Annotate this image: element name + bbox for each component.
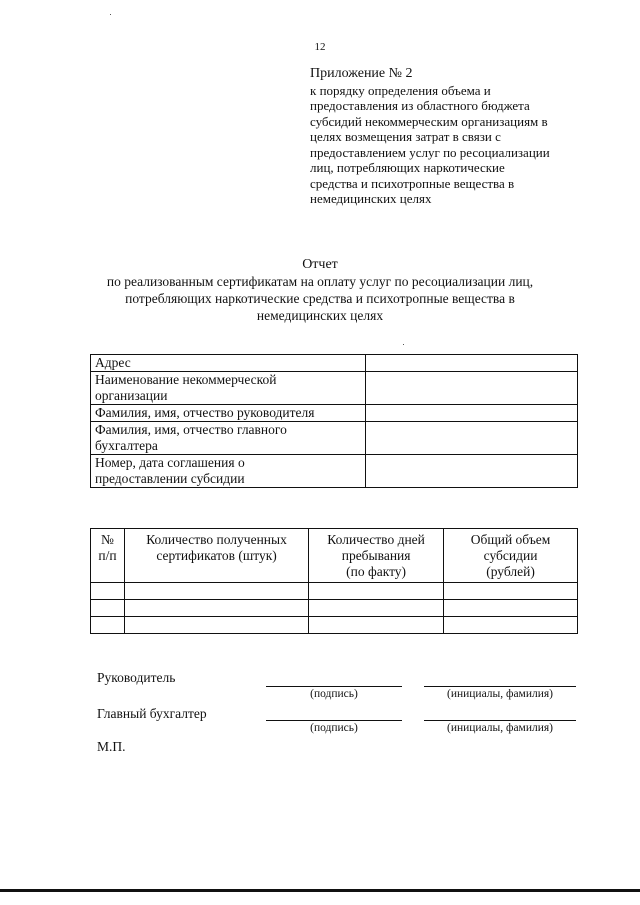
- scan-speck: [110, 14, 111, 15]
- label-line: бухгалтера: [95, 438, 158, 453]
- label-line: Адрес: [95, 355, 131, 370]
- label-line: Фамилия, имя, отчество главного: [95, 422, 287, 437]
- report-subtitle-line: по реализованным сертификатам на оплату услуг по ресоциализации лиц,: [106, 274, 534, 289]
- header-line: Общий объем: [470, 532, 551, 547]
- scan-bottom-edge: [0, 889, 640, 892]
- header-line: (рублей): [486, 564, 535, 579]
- head-signature-label: Руководитель: [97, 670, 176, 685]
- head-name-line[interactable]: [424, 686, 576, 687]
- report-subtitle-line: немедицинских целях: [256, 308, 384, 323]
- stamp-label: М.П.: [97, 739, 126, 754]
- page-number: 12: [314, 41, 326, 53]
- header-line: Количество полученных: [146, 532, 287, 547]
- scan-speck: [403, 344, 404, 345]
- appendix-line: субсидий некоммерческим организациям в: [310, 113, 548, 129]
- label-line: предоставлении субсидии: [95, 471, 245, 486]
- report-subtitle-line: потребляющих наркотические средства и психотропные вещества в: [125, 291, 515, 306]
- label-line: Номер, дата соглашения о: [95, 455, 245, 470]
- label-line: Наименование некоммерческой: [95, 372, 277, 387]
- header-line: п/п: [98, 548, 117, 563]
- accountant-signature-label: Главный бухгалтер: [97, 706, 207, 721]
- appendix-line: немедицинских целях: [310, 191, 432, 206]
- head-signature-line[interactable]: [266, 686, 402, 687]
- appendix-line: целях возмещения затрат в связи с: [310, 129, 501, 144]
- report-title: Отчет: [302, 257, 338, 272]
- header-line: (по факту): [346, 564, 407, 579]
- accountant-name-line[interactable]: [424, 720, 576, 721]
- accountant-signature-line[interactable]: [266, 720, 402, 721]
- appendix-line: предоставления из областного бюджета: [310, 98, 530, 113]
- appendix-line: предоставлением услуг по ресоциализации: [310, 144, 550, 160]
- signature-caption: (подпись): [310, 722, 358, 734]
- name-caption: (инициалы, фамилия): [446, 722, 554, 734]
- appendix-line: средства и психотропные вещества в: [310, 175, 515, 191]
- header-line: Количество дней: [327, 532, 425, 547]
- appendix-line: к порядку определения объема и: [310, 82, 491, 98]
- header-line: пребывания: [341, 548, 411, 563]
- header-line: субсидии: [483, 548, 538, 563]
- header-line: №: [101, 532, 114, 547]
- appendix-title: Приложение № 2: [310, 66, 413, 81]
- signature-caption: (подпись): [310, 688, 358, 700]
- label-line: организации: [95, 388, 168, 403]
- appendix-line: лиц, потребляющих наркотические: [310, 160, 505, 175]
- header-line: сертификатов (штук): [156, 548, 277, 563]
- label-line: Фамилия, имя, отчество руководителя: [95, 405, 315, 420]
- name-caption: (инициалы, фамилия): [446, 688, 554, 700]
